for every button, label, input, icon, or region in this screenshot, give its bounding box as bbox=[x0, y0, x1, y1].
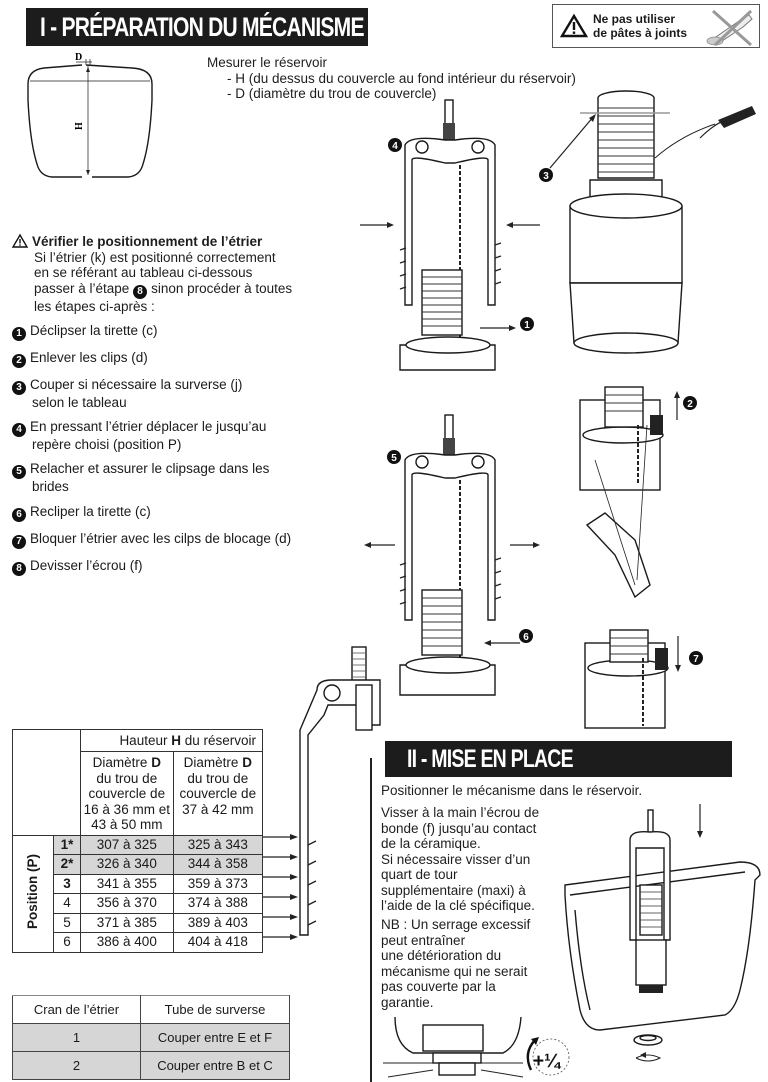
stirrup-profile-figure bbox=[262, 645, 392, 975]
step-badge: 5 bbox=[12, 465, 26, 479]
verify-line-4: les étapes ci-après : bbox=[34, 298, 155, 314]
section-2-intro: Positionner le mécanisme dans le réservoir. bbox=[381, 783, 643, 798]
tank-height-header bbox=[80, 730, 262, 752]
table-corner bbox=[13, 730, 81, 836]
note-line: garantie. bbox=[381, 994, 434, 1010]
col-text: Diamètre bbox=[183, 755, 243, 770]
section-1-title: I - PRÉPARATION DU MÉCANISME bbox=[40, 11, 364, 42]
height-range-cell: 326 à 340 bbox=[80, 855, 173, 875]
height-range-cell: 371 à 385 bbox=[80, 913, 173, 933]
col-header-overflow-tube: Tube de surverse bbox=[141, 996, 290, 1024]
col-header-stirrup-notch: Cran de l’étrier bbox=[13, 996, 141, 1024]
section-2-instructions bbox=[381, 805, 539, 914]
step-text-cont: brides bbox=[32, 479, 69, 494]
step-1 bbox=[12, 323, 158, 341]
note-line: mécanisme qui ne serait bbox=[381, 963, 528, 979]
table-row bbox=[13, 1024, 290, 1052]
height-range-cell: 344 à 358 bbox=[173, 855, 262, 875]
height-range-cell: 404 à 418 bbox=[173, 933, 262, 953]
position-cell: 5 bbox=[54, 913, 81, 933]
step-badge: 1 bbox=[12, 327, 26, 341]
height-range-cell: 374 à 388 bbox=[173, 894, 262, 914]
cut-instruction-cell: Couper entre E et F bbox=[141, 1024, 290, 1052]
step-text: Devisser l’écrou (f) bbox=[30, 558, 143, 573]
col-text: du trou de bbox=[187, 770, 249, 786]
section-1-title-bar bbox=[26, 8, 368, 46]
step-6 bbox=[12, 504, 151, 522]
position-cell: 1* bbox=[54, 835, 81, 855]
callout-5: 5 bbox=[391, 453, 397, 464]
step-text: Couper si nécessaire la surverse (j) bbox=[30, 377, 243, 392]
cut-instruction-cell: Couper entre B et C bbox=[141, 1052, 290, 1080]
table-row bbox=[13, 1052, 290, 1080]
instruction-line: Si nécessaire visser d’un bbox=[381, 851, 531, 867]
instruction-line: Visser à la main l’écrou de bbox=[381, 805, 540, 820]
step-8 bbox=[12, 558, 143, 576]
verify-line-3b: sinon procéder à toutes bbox=[151, 280, 293, 296]
table-row bbox=[13, 835, 263, 855]
col-text: Diamètre bbox=[92, 755, 152, 770]
step-5 bbox=[12, 461, 269, 495]
mechanism-figure-step-3 bbox=[530, 88, 760, 373]
verify-title: Vérifier le positionnement de l’étrier bbox=[32, 234, 263, 249]
step-text-cont: repère choisi (position P) bbox=[32, 437, 182, 452]
mechanism-figure-step-4 bbox=[360, 95, 550, 375]
step-badge: 2 bbox=[12, 354, 26, 368]
step-badge: 7 bbox=[12, 535, 26, 549]
header-text: du réservoir bbox=[180, 733, 256, 748]
col-text: couvercle de bbox=[88, 786, 166, 801]
section-2-note bbox=[381, 917, 530, 1010]
section-2-title-bar bbox=[385, 741, 732, 777]
col-text: 37 à 42 mm bbox=[182, 801, 254, 817]
height-range-cell: 389 à 403 bbox=[173, 913, 262, 933]
col-text: 16 à 36 mm et bbox=[83, 801, 170, 817]
step-text: Bloquer l’étrier avec les cilps de blocage (d) bbox=[30, 531, 292, 546]
step-text: En pressant l’étrier déplacer le jusqu’au bbox=[30, 419, 267, 434]
col-text: couvercle de bbox=[179, 786, 257, 801]
step-badge: 3 bbox=[12, 381, 26, 395]
measure-d-line: - D (diamètre du trou de couvercle) bbox=[227, 86, 437, 101]
instruction-line: l’aide de la clé spécifique. bbox=[381, 898, 535, 913]
mechanism-figure-step-2 bbox=[575, 385, 705, 610]
step-text: Enlever les clips (d) bbox=[30, 350, 148, 365]
step-text: Recliper la tirette (c) bbox=[30, 504, 151, 519]
position-cell: 4 bbox=[54, 894, 81, 914]
step-text-cont: selon le tableau bbox=[32, 395, 127, 410]
step-badge: 8 bbox=[12, 562, 26, 576]
step-8-reference-badge: 8 bbox=[133, 285, 147, 299]
height-range-cell: 307 à 325 bbox=[80, 835, 173, 855]
callout-6: 6 bbox=[523, 632, 529, 643]
tank-measurement-diagram bbox=[24, 52, 164, 192]
callout-4: 4 bbox=[392, 141, 398, 152]
verify-line-3a: passer à l’étape bbox=[34, 280, 130, 296]
instruction-line: bonde (f) jusqu’au contact bbox=[381, 820, 537, 836]
callout-1: 1 bbox=[524, 320, 530, 331]
section-2-divider bbox=[370, 758, 372, 1082]
mechanism-figure-step-7 bbox=[580, 628, 710, 728]
warning-line-2: de pâtes à joints bbox=[593, 26, 688, 40]
quarter-turn-label: +¼ bbox=[533, 1051, 560, 1072]
col-d: D bbox=[151, 755, 161, 770]
verify-line-2: en se référant au tableau ci-dessous bbox=[34, 265, 253, 280]
warning-triangle-icon bbox=[12, 234, 28, 248]
step-7 bbox=[12, 531, 291, 549]
col-text: 43 à 50 mm bbox=[91, 817, 163, 832]
position-cell: 2* bbox=[54, 855, 81, 875]
crossed-paste-tube-icon bbox=[705, 7, 757, 47]
col-header-diameter-2 bbox=[173, 752, 262, 836]
step-4 bbox=[12, 419, 266, 453]
no-joint-paste-warning bbox=[552, 4, 760, 48]
header-h: H bbox=[171, 733, 181, 748]
step-badge: 4 bbox=[12, 423, 26, 437]
position-cell: 6 bbox=[54, 933, 81, 953]
height-range-cell: 341 à 355 bbox=[80, 874, 173, 894]
instruction-line: quart de tour bbox=[381, 867, 458, 882]
verify-stirrup-block bbox=[12, 234, 292, 314]
step-3 bbox=[12, 377, 242, 411]
callout-3: 3 bbox=[543, 171, 549, 182]
verify-line-1: Si l’étrier (k) est positionné correctement bbox=[34, 249, 276, 265]
tank-installation-figure bbox=[560, 800, 765, 1080]
note-line: peut entraîner bbox=[381, 932, 466, 948]
step-badge: 6 bbox=[12, 508, 26, 522]
callout-2: 2 bbox=[687, 399, 693, 410]
position-height-table bbox=[12, 729, 263, 953]
height-range-cell: 356 à 370 bbox=[80, 894, 173, 914]
verify-line-3 bbox=[34, 281, 292, 299]
step-text: Relacher et assurer le clipsage dans les bbox=[30, 461, 270, 476]
col-header-diameter-1 bbox=[80, 752, 173, 836]
step-2 bbox=[12, 350, 148, 368]
quarter-turn-detail-figure bbox=[383, 1015, 563, 1080]
callout-7: 7 bbox=[693, 654, 699, 665]
position-cell: 3 bbox=[54, 874, 81, 894]
position-row-label bbox=[13, 835, 54, 952]
col-text: du trou de bbox=[96, 770, 158, 786]
notch-cell: 2 bbox=[13, 1052, 141, 1080]
d-dimension-label: D bbox=[75, 52, 83, 63]
warning-triangle-icon bbox=[561, 14, 587, 38]
warning-line-1: Ne pas utiliser bbox=[593, 12, 676, 26]
step-text: Déclipser la tirette (c) bbox=[30, 323, 158, 338]
note-line: NB : Un serrage excessif bbox=[381, 917, 531, 932]
section-2-title: II - MISE EN PLACE bbox=[407, 744, 573, 773]
height-range-cell: 325 à 343 bbox=[173, 835, 262, 855]
h-dimension-label: H bbox=[74, 122, 85, 130]
note-line: pas couverte par la bbox=[381, 979, 496, 994]
measure-h-line: - H (du dessus du couvercle au fond intérieur du réservoir) bbox=[227, 70, 576, 86]
measure-title: Mesurer le réservoir bbox=[207, 55, 328, 70]
col-d: D bbox=[242, 755, 252, 770]
instruction-line: de la céramique. bbox=[381, 836, 481, 851]
overflow-cut-table bbox=[12, 995, 290, 1080]
height-range-cell: 359 à 373 bbox=[173, 874, 262, 894]
row-label-text: Position (P) bbox=[25, 853, 40, 929]
header-text: Hauteur bbox=[119, 733, 172, 748]
height-range-cell: 386 à 400 bbox=[80, 933, 173, 953]
instruction-line: supplémentaire (maxi) à bbox=[381, 882, 526, 898]
notch-cell: 1 bbox=[13, 1024, 141, 1052]
note-line: une détérioration du bbox=[381, 948, 502, 963]
